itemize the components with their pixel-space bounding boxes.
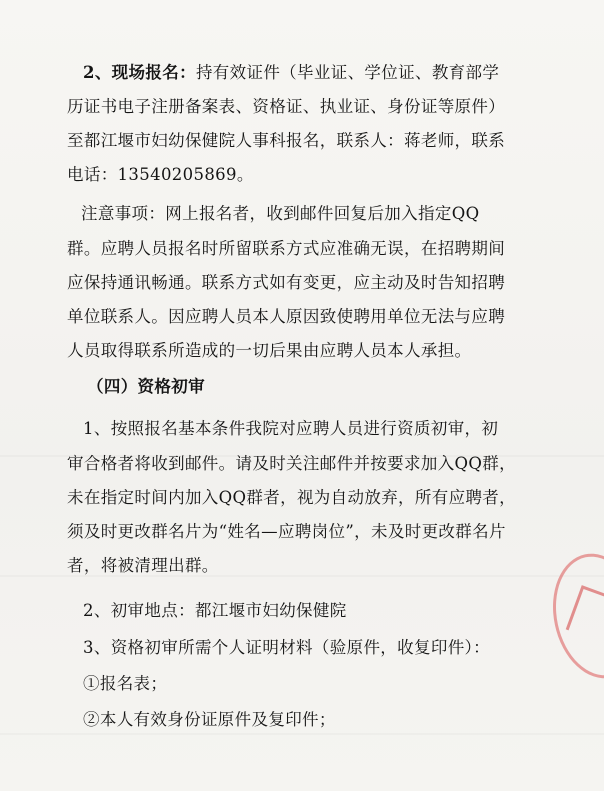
onsite-heading: 2、现场报名：: [83, 63, 196, 82]
paragraph-onsite-line: 历证书电子注册备案表、资格证、执业证、身份证等原件）: [67, 97, 506, 116]
paragraph-item3: 3、资格初审所需个人证明材料（验原件，收复印件）：: [83, 638, 490, 657]
paragraph-onsite-line: 电话：13540205869。: [67, 165, 254, 184]
list-item-form: ①报名表；: [83, 674, 168, 693]
paragraph-item1-line: 1、按照报名基本条件我院对应聘人员进行资质初审，初: [83, 419, 499, 438]
paragraph-notice-line: 人员取得联系所造成的一切后果由应聘人员本人承担。: [67, 341, 472, 360]
paragraph-item1-line: 审合格者将收到邮件。请及时关注邮件并按要求加入QQ群，: [67, 454, 517, 473]
paragraph-item1-line: 未在指定时间内加入QQ群者，视为自动放弃，所有应聘者，: [67, 488, 517, 507]
paragraph-notice-line: 群。应聘人员报名时所留联系方式应准确无误，在招聘期间: [67, 239, 506, 258]
paragraph-item1-line: 须及时更改群名片为“姓名—应聘岗位”，未及时更改群名片: [67, 522, 506, 541]
paragraph-onsite-line: 至都江堰市妇幼保健院人事科报名，联系人：蒋老师，联系: [67, 131, 506, 150]
paragraph-notice-line: 单位联系人。因应聘人员本人原因致使聘用单位无法与应聘: [67, 307, 506, 326]
paragraph-item2: 2、初审地点：都江堰市妇幼保健院: [83, 601, 347, 620]
paragraph-notice-line: 注意事项：网上报名者，收到邮件回复后加入指定QQ: [81, 204, 480, 223]
onsite-text: 持有效证件（毕业证、学位证、教育部学: [195, 63, 500, 82]
show-through-line: [0, 733, 604, 735]
paragraph-notice-line: 应保持通讯畅通。联系方式如有变更，应主动及时告知招聘: [67, 273, 506, 292]
paragraph-item1-line: 者，将被清理出群。: [67, 556, 219, 575]
list-item-id-card: ②本人有效身份证原件及复印件；: [83, 710, 336, 729]
section-heading: （四）资格初审: [87, 377, 205, 396]
paragraph-onsite-line: [83, 62, 523, 84]
